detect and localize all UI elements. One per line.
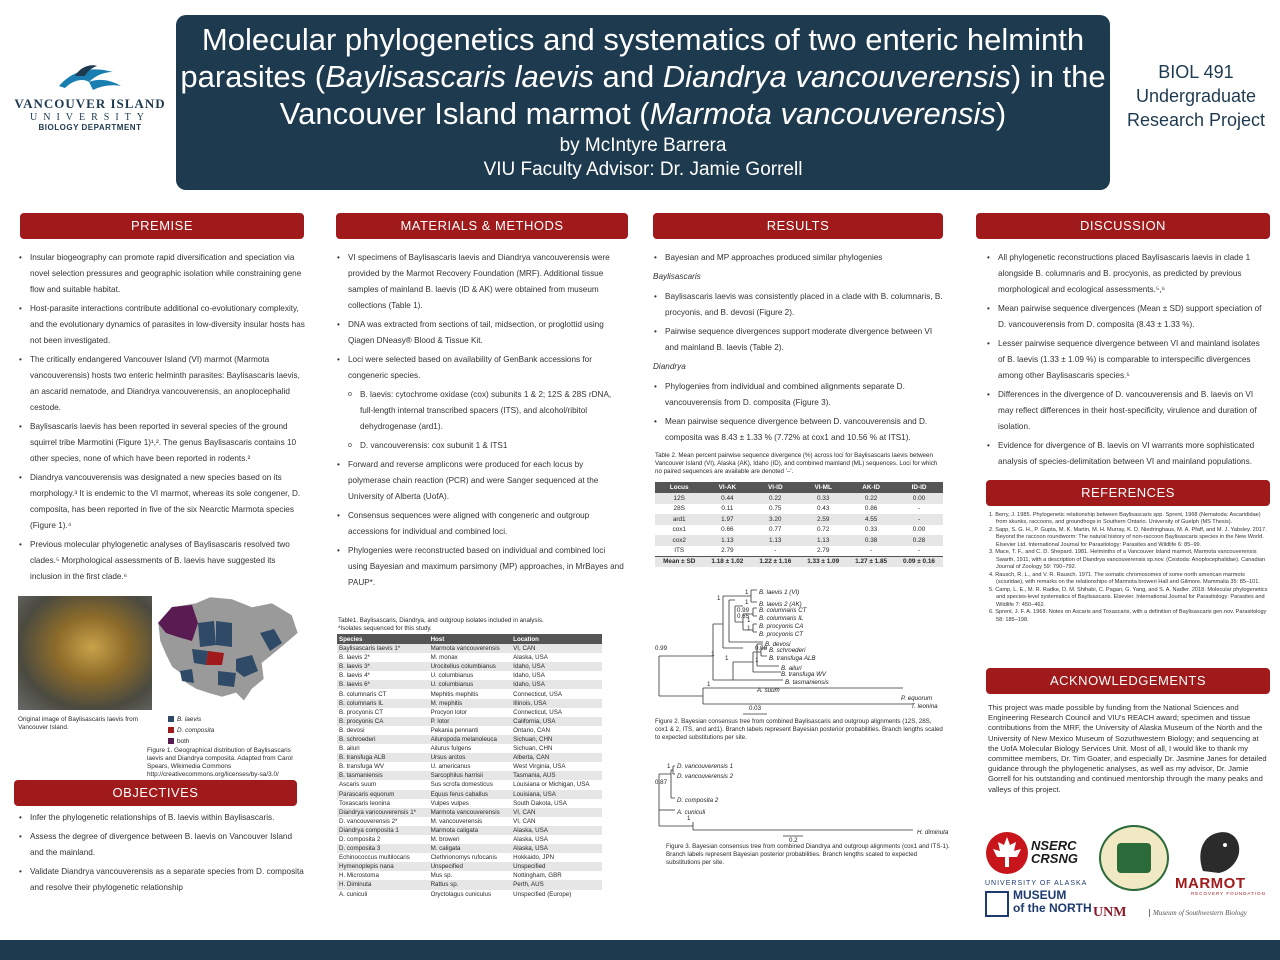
references-heading: REFERENCES [986, 480, 1270, 506]
list-item: • Diandrya vancouverensis was designated a new species based on its morphology.³ It is endemic to the VI marmot, whereas its sole congener, D. composita, has been reported in five of the six Nearctic Marmota species (Figure 1).⁴ [18, 470, 306, 534]
table-cell: - [917, 547, 921, 554]
discussion-text [986, 250, 1268, 473]
table-cell: 0.33 [799, 493, 847, 504]
list-item: • Differences in the divergence of D. vancouverensis and B. laevis on VI may reflect differences in their host-specificity, virulence and duration of isolation. [986, 387, 1268, 435]
objectives-heading: OBJECTIVES [14, 780, 297, 806]
table-cell: - [895, 514, 943, 525]
tree-tip-label: A. suum [757, 687, 780, 694]
support-value: 1 [745, 599, 749, 606]
title-line-2: parasites (Baylisascaris laevis and Diandrya vancouverensis) in the [180, 59, 1106, 94]
list-item: • Baylisascaris laevis has been reported in several species of the ground squirrel tribe Marmotini (Figure 1)¹,². The genus Baylisascaris contains 10 other species, none of which have been reported in rodents.² [18, 419, 306, 467]
table-cell: Diandrya vancouverensis 1* [337, 808, 429, 817]
table-cell: Urocitellus columbianus [429, 662, 512, 671]
support-value: 1 [711, 651, 715, 658]
legend-item-d-composita: D. composita [168, 725, 214, 736]
table-row [337, 799, 602, 808]
baylisascaris-photo [18, 596, 152, 710]
table-cell: Ailurus fulgens [430, 745, 472, 753]
support-value: 1 [687, 815, 691, 822]
table-cell: VI, CAN [511, 808, 602, 817]
table-row [337, 653, 602, 662]
author: by McIntyre Barrera [559, 135, 727, 156]
table-cell: Marmota vancouverensis [429, 644, 512, 653]
table-cell: 1.13 [799, 535, 847, 546]
table-cell: 1.22 ± 1.16 [751, 556, 799, 567]
support-value: 0.99 [737, 607, 750, 614]
table-cell: 1.97 [703, 514, 751, 525]
results-text [653, 250, 943, 449]
table-cell: Nottingham, GBR [513, 872, 562, 880]
table-row [655, 546, 943, 557]
table-cell: 0.77 [769, 526, 782, 534]
table-row [337, 835, 602, 844]
list-item: • Phylogenies were reconstructed based on individual and combined loci using Bayesian and maximum parsimony (MP) approaches, in MrBayes and PAUP*. [336, 543, 626, 591]
table-row [337, 844, 602, 853]
tree-tip-label: B. procyonis CA [759, 623, 804, 630]
list-item: • Consensus sequences were aligned with congeneric and outgroup accessions for individual and combined loci. [336, 508, 626, 540]
table-row [337, 817, 602, 826]
table-row [337, 689, 602, 698]
list-item: • Mean pairwise sequence divergences (Mean ± SD) support speciation of D. vancouverensis from D. composita (8.43 ± 1.33 %). [986, 301, 1268, 333]
table-cell: Mean ± SD [655, 556, 703, 567]
table-cell: Hymenoplepis nana [337, 862, 429, 871]
table-cell: 0.72 [816, 526, 830, 534]
table-row [337, 771, 602, 780]
table-cell: - [870, 547, 873, 554]
table2-caption: Table 2. Mean percent pairwise sequence divergence (%) across loci for Baylisascaris laevis between Vancouver Island (VI), Alaska (AK), Idaho (ID), and combined mainland (ML) sequences. Loci for which no paired sequences are available are denoted '–'. [655, 452, 938, 475]
premise-heading: PREMISE [20, 213, 304, 239]
table-cell: Sarcophilus harrisii [429, 771, 512, 780]
table-cell: 0.11 [721, 505, 734, 513]
university-of-alberta-seal-icon [1099, 825, 1169, 891]
table-cell: B. columnaris IL [337, 699, 429, 708]
table-cell: 0.44 [703, 493, 751, 504]
acknowledgements-text: This project was made possible by funding from the National Sciences and Engineering Research Council and VIU's REACH award; specimen and tissue contributions from the MRF, the University of Alaska Museum of the North and the University of New Mexico Museum of Sozuthwestern Biology; and sequencing at the UofA Molecular Biology Services Unit. Most of all, I would like to thank my committee members, Dr. Tim Goater, and especially Dr. Jasmine Janes for detailed guidance through the phylogenetic analyses, as well as my advisor, Dr. Jamie Gorrell for his outstanding and continued mentorship through the many peaks and valleys of this project. [988, 703, 1267, 794]
table-cell: Mus sp. [430, 872, 453, 880]
table-cell: Sus scrofa domesticus [430, 781, 493, 789]
list-item: • Previous molecular phylogenetic analyses of Baylisascaris resolved two clades.⁵ Morphological assessments of B. laevis have suggested its inclusion in the first clade.⁶ [18, 537, 306, 585]
tree-tip-label: D. vancouverensis 1 [677, 763, 734, 770]
table-cell: Ascaris suum [339, 781, 377, 789]
figure3-tree [653, 762, 953, 844]
premise-text [18, 250, 306, 588]
tree-tip-label: B. devosi [765, 641, 791, 648]
references-list [988, 512, 1270, 624]
table-row [337, 662, 602, 671]
list-item: • All phylogenetic reconstructions placed Baylisascaris laevis in clade 1 alongside B. columnaris and B. procyonis, as predicted by previous morphological and ecological assessments.⁵,⁶ [986, 250, 1268, 298]
reference-item: 6. Sprent, J. F. A. 1968. Notes on Ascaris and Toxascaris, with a definition of Baylisascaris gen.nov. Parasitology 58: 185–198. [989, 609, 1267, 623]
table-cell: Perth, AUS [511, 880, 602, 889]
table-row [655, 493, 943, 504]
table-cell: 1.18 ± 1.02 [703, 556, 751, 567]
scale-bar-label: 0.2 [789, 837, 798, 844]
table-cell: Hokkaido, JPN [513, 854, 555, 862]
table-header: Locus [655, 482, 703, 493]
table-cell: West Virginia, USA [513, 763, 566, 771]
table-row [337, 671, 602, 680]
table-cell: 0.22 [751, 493, 799, 504]
tree-tip-label: T. leonina [911, 703, 938, 710]
support-value: 1 [755, 657, 759, 664]
orca-wave-icon [55, 60, 125, 94]
title-banner [176, 15, 1110, 190]
table-row [337, 753, 602, 762]
table-cell: Toxascaris leonina [339, 799, 390, 807]
table1-caption: Table1. Baylisascaris, Diandrya, and outgroup isolates included in analysis. *Isolates sequenced for this study. [338, 617, 544, 632]
table-cell: California, USA [511, 717, 602, 726]
list-item: • Host-parasite interactions contribute additional co-evolutionary complexity, and the evolutionary dynamics of parasites in low-diversity insular hosts has not been investigated. [18, 301, 306, 349]
tree-tip-label: B. columnaris CT [759, 607, 807, 614]
table-cell: B. columnaris CT [339, 690, 387, 698]
table-cell: M. vancouverensis [430, 817, 483, 825]
table-row [337, 790, 602, 799]
table-cell: Idaho, USA [511, 680, 602, 689]
museum-of-the-north-text: MUSEUM of the NORTH [1013, 888, 1092, 915]
table-row [337, 744, 602, 753]
support-value: 0.99 [655, 645, 668, 652]
support-value: 1 [667, 763, 671, 770]
tree-tip-label: B. laevis 2 (AK) [759, 601, 802, 608]
list-item: • Forward and reverse amplicons were produced for each locus by polymerase chain reaction (PCR) and were Sanger sequenced at the University of Alberta (UofA). [336, 457, 626, 505]
support-value: 0.98 [755, 645, 768, 652]
table-cell: U. columbianus [429, 680, 512, 689]
photo-caption: Original image of Baylisascaris laevis from Vancouver Island. [18, 716, 139, 731]
marmot-subtitle: RECOVERY FOUNDATION [1191, 891, 1266, 896]
methods-text [336, 250, 626, 594]
table-cell: cox1 [672, 526, 686, 534]
tree-tip-label: B. transfuga WV [781, 671, 827, 678]
table-cell: Tasmania, AUS [511, 771, 602, 780]
table-cell: M. monax [430, 654, 458, 662]
table-cell: 0.43 [816, 505, 830, 513]
table-header: Host [429, 634, 512, 644]
course-label: BIOL 491 Undergraduate Research Project [1126, 62, 1266, 130]
tree-tip-label: P. equorum [901, 695, 933, 702]
table-cell: B. procyonis CT [339, 708, 384, 716]
tree-tip-label: B. transfuga ALB [769, 655, 816, 662]
reference-item: 1. Berry, J. 1985. Phylogenetic relationship between Baylisascaris spp. Sprent, 1968 (Nematoda: Ascarididae) from skunks, raccoons, and groundhogs in Southern Ontario. University of Guelph (MS Thesis). [989, 512, 1261, 526]
table-cell: 0.33 [864, 526, 878, 534]
table-cell: B. laevis 2* [339, 654, 370, 662]
table-cell: M. mephitis [429, 699, 512, 708]
list-item: • Pairwise sequence divergences support moderate divergence between VI and mainland B. laevis (Table 2). [653, 324, 943, 356]
table-cell: Unspecified (Europe) [513, 890, 572, 898]
table-cell: - [917, 505, 921, 513]
list-item: • DNA was extracted from sections of tail, midsection, or proglottid using Qiagen DNeasy® Blood & Tissue Kit. [336, 317, 626, 349]
table-cell: Equus ferus caballus [429, 790, 512, 799]
list-item: o B. laevis: cytochrome oxidase (cox) subunits 1 & 2; 12S & 28S rDNA, full-length internal transcribed spacers (ITS), and alcohol/ribitol dehydrogenase (ard1). [336, 387, 626, 435]
table-row [655, 556, 943, 567]
table-row [337, 762, 602, 771]
table-cell: Alaska, USA [513, 654, 548, 662]
table-cell: 0.00 [895, 493, 943, 504]
title-line-3: Vancouver Island marmot (Marmota vancouverensis) [279, 96, 1007, 131]
table-cell: B. schroederi [337, 735, 429, 744]
table-cell: Alberta, CAN [511, 753, 602, 762]
tree-tip-label: B. tasmaniensis [785, 679, 829, 686]
table-cell: B. tasmaniensis [337, 771, 429, 780]
list-item: • VI specimens of Baylisascaris laevis and Diandrya vancouverensis were provided by the Marmot Recovery Foundation (MRF). Additional tissue samples of mainland B. laevis (ID & AK) were obtained from museum collections (Table 1). [336, 250, 626, 314]
table-cell: Sichuan, CHN [511, 735, 602, 744]
table-cell: P. lotor [429, 717, 512, 726]
list-item: • Assess the degree of divergence between B. laevis on Vancouver Island and the mainland. [18, 829, 306, 861]
table-cell: 2.79 [816, 547, 830, 554]
scale-bar-label: 0.03 [749, 705, 762, 712]
table-header: Species [337, 634, 429, 644]
list-item: • Infer the phylogenetic relationships of B. laevis within Baylisascaris. [18, 810, 306, 826]
footer-bar [0, 940, 1280, 960]
table-cell: Marmota vancouverensis [429, 808, 512, 817]
list-item: • Baylisascaris laevis was consistently placed in a clade with B. columnaris, B. procyonis, and B. devosi (Figure 2). [653, 289, 943, 321]
figure2-caption: Figure 2. Bayesian consensus tree from combined Baylisascaris and outgroup alignments (12S, 28S, cox1 & 2, ITS, and ard1). Branch labels represent Bayesian posterior probabilities. Branch lengths scaled to expected substitutions per site. [655, 718, 943, 741]
tree-tip-label: B. schroederi [769, 647, 806, 654]
table-cell: M. broweri [430, 836, 460, 844]
table-row [655, 514, 943, 525]
acknowledgements-heading: ACKNOWLEDGEMENTS [986, 668, 1270, 694]
table-cell: South Dakota, USA [513, 799, 567, 807]
reference-item: 4. Rausch, R. L., and V. R. Rausch. 1971. The somatic chromosomes of some north american marmots (sciuridae), with remarks on the relationships of Marmota broweri Hall and Gilmore. Mammalia 35: 85–101. [989, 571, 1260, 586]
table-cell: 0.66 [721, 526, 734, 534]
msb-text: Museum of Southwestern Biology [1149, 909, 1247, 917]
table-cell: B. procyonis CA [337, 717, 429, 726]
table-cell: ard1 [655, 514, 703, 525]
support-value: 1 [745, 589, 749, 596]
support-value: 1 [707, 681, 711, 688]
table-cell: Unspecified [429, 862, 512, 871]
table-cell: Illinois, USA [511, 699, 602, 708]
table-cell: 0.00 [912, 526, 926, 534]
map-legend [168, 714, 214, 747]
figure2-tree [653, 586, 943, 720]
university-of-alaska-text: UNIVERSITY OF ALASKA [985, 880, 1088, 887]
table-cell: Ontario, CAN [513, 726, 550, 734]
tree-tip-label: B. laevis 1 (VI) [759, 589, 800, 596]
table-row [337, 644, 602, 653]
table-row [655, 535, 943, 546]
table-cell: Louisiana, USA [511, 790, 602, 799]
table-cell: Pekania pennanti [430, 726, 479, 734]
reference-item: 3. Mace, T. F., and C. D. Shepard. 1981. Helminths of a Vancouver Island marmot, Marmota vancouverensis Swarth, 1911, with a description of Diandrya vancouverensis sp.nov. (Cestoda: Anoplocephalidae). Canadian Journal of Zoology 59: 790–792. [989, 549, 1266, 571]
table-cell: B. ailuri [339, 745, 360, 753]
table-cell: D. composita 3 [337, 844, 429, 853]
table-row [337, 735, 602, 744]
table-cell: B. laevis 3* [337, 662, 429, 671]
table-cell: Louisiana or Michigan, USA [513, 781, 590, 789]
legend-item-both: both [168, 736, 214, 747]
marmot-icon [1183, 825, 1253, 875]
table-cell: Sichuan, CHN [513, 745, 553, 753]
table-row [337, 853, 602, 862]
support-value: 1 [725, 655, 729, 662]
figure1-caption: Figure 1. Geographical distribution of Baylisascaris laevis and Diandrya composita. Adapted from Carol Spears, Wikimedia Commons http://creativecommons.org/licenses/by-sa/3.0/ [147, 747, 293, 778]
methods-heading: MATERIALS & METHODS [336, 213, 628, 239]
support-value: 1 [747, 617, 751, 624]
table-cell: cox2 [655, 535, 703, 546]
table-cell: Alaska, USA [511, 826, 602, 835]
table-cell: 0.22 [847, 493, 895, 504]
title-line-1: Molecular phylogenetics and systematics of two enteric helminth [201, 22, 1085, 57]
table-cell: U. americanus [430, 763, 471, 771]
legend-item-b-laevis: B. laevis [168, 714, 214, 725]
table-cell: 12S [655, 493, 703, 504]
logo-university: UNIVERSITY [30, 112, 150, 123]
table-cell: Clethrionomys rufocanis [430, 854, 497, 862]
table-cell: Marmota caligata [429, 826, 512, 835]
table-cell: Diandrya composita 1 [337, 826, 429, 835]
table-row [337, 717, 602, 726]
table-cell: 2.79 [721, 547, 734, 554]
table-cell: 0.86 [864, 505, 878, 513]
table-cell: H. Microstoma [339, 872, 379, 880]
unm-logo: UNM [1093, 905, 1127, 920]
nserc-text: NSERC CRSNG [1031, 838, 1078, 866]
table-header: VI-ID [751, 482, 799, 493]
table-cell: 4.55 [847, 514, 895, 525]
table1 [337, 634, 602, 899]
viu-logo [10, 60, 170, 132]
table-cell: Parascaris equorum [337, 790, 429, 799]
table-cell: Connecticut, USA [513, 708, 563, 716]
list-item: • Loci were selected based on availability of GenBank accessions for congeneric species. [336, 352, 626, 384]
table-cell: M. caligata [429, 844, 512, 853]
table-cell: 1.33 ± 1.09 [799, 556, 847, 567]
table-cell: A. cuniculi [339, 890, 368, 898]
label-baylisascaris: Baylisascaris [653, 272, 701, 281]
table-header: VI-AK [703, 482, 751, 493]
table-row [337, 780, 602, 789]
table-header: AK-ID [847, 482, 895, 493]
table-cell: 3.20 [751, 514, 799, 525]
table-cell: VI, CAN [511, 644, 602, 653]
table-cell: Oryctolagus cuniculus [430, 890, 492, 898]
table-header: VI-ML [799, 482, 847, 493]
table-cell: Idaho, USA [511, 662, 602, 671]
table-cell: ITS [674, 547, 685, 554]
table-cell: 1.27 ± 1.85 [847, 556, 895, 567]
reference-item: 2. Sapp, S. G. H., P. Gupta, M. K. Martin, M. H. Murray, K. D. Niedringhaus, M. A. Pfaff, and M. J. Yabsley. 2017. Beyond the raccoon roundworm: The natural history of non-raccoon Baylisascaris species in the New World. Elsevier Ltd. International Journal for Parasitology: Parasites and Wildlife 6: 85–99. [989, 527, 1267, 548]
table-header: Location [511, 634, 602, 644]
table-cell: Alaska, USA [513, 836, 548, 844]
results-heading: RESULTS [653, 213, 943, 239]
tree-tip-label: B. ailuri [781, 665, 802, 672]
table-cell: Connecticut, USA [513, 690, 563, 698]
table-cell: Ailuropoda melanoleuca [429, 735, 512, 744]
table-row [337, 871, 602, 880]
list-item: • Validate Diandrya vancouverensis as a separate species from D. composita and resolve their phylogenetic relationship [18, 864, 306, 896]
table-cell: B. laevis 6* [337, 680, 429, 689]
table-cell: 0.38 [847, 535, 895, 546]
table-cell: 0.28 [895, 535, 943, 546]
table-cell: Ursus arctos [429, 753, 512, 762]
table-cell: U. columbianus [430, 672, 474, 680]
table-cell: D. composita 2 [339, 836, 381, 844]
support-value: 0.87 [655, 779, 668, 786]
distribution-map [152, 593, 302, 711]
table-cell: VI, CAN [513, 817, 536, 825]
table-cell: Rattus sp. [429, 880, 512, 889]
table-cell: 1.13 [751, 535, 799, 546]
table-row [337, 890, 602, 899]
advisor: VIU Faculty Advisor: Dr. Jamie Gorrell [483, 159, 803, 180]
table-cell: Alaska, USA [511, 844, 602, 853]
table-row [337, 862, 602, 871]
table-cell: Mephitis mephitis [430, 690, 479, 698]
logo-department: BIOLOGY DEPARTMENT [38, 123, 142, 132]
tree-tip-label: D. vancouverensis 2 [677, 773, 734, 780]
table-cell: Baylisascaris laevis 1* [337, 644, 429, 653]
objectives-text [18, 810, 306, 899]
table-row [337, 699, 602, 708]
table-cell: D. vancouverensis 2* [339, 817, 398, 825]
table-cell: Vulpes vulpes [430, 799, 469, 807]
discussion-heading: DISCUSSION [976, 213, 1270, 239]
list-item: o D. vancouverensis: cox subunit 1 & ITS1 [336, 438, 626, 454]
museum-of-the-north-icon [985, 891, 1009, 917]
label-diandrya: Diandrya [653, 362, 686, 371]
table-row [337, 808, 602, 817]
table-cell: Unspecified [511, 862, 602, 871]
tree-tip-label: D. composita 2 [677, 797, 719, 804]
table-row [337, 880, 602, 889]
table-cell: Echinococcus multilocaris [339, 854, 410, 862]
table-cell: B. transfuga WV [339, 763, 385, 771]
tree-tip-label: B. columnaris IL [759, 615, 804, 622]
table-cell: 0.75 [769, 505, 782, 513]
tree-tip-label: A. cuniculi [677, 809, 706, 816]
support-value: 1 [717, 595, 721, 602]
table-cell: - [774, 547, 777, 554]
table-row [655, 525, 943, 536]
list-item: • Evidence for divergence of B. laevis on VI warrants more sophisticated analysis of species-delimitation between VI and mainland populations. [986, 438, 1268, 470]
list-item: • Mean pairwise sequence divergence between D. vancouverensis and D. composita was 8.43 ± 1.33 % (7.72% at cox1 and 10.56 % at ITS1). [653, 414, 943, 446]
table-cell: 0.09 ± 0.16 [895, 556, 943, 567]
table-cell: 2.59 [799, 514, 847, 525]
reference-item: 5. Camp, L. E., M. R. Radke, D. M. Shihabi, C. Pagan, G. Yang, and S. A. Nadler. 2018. Molecular phylogenetics and species-level systematics of Baylisascaris. Elsevier. International Journal for Parasitology: Parasites and Wildlife 7: 450–462. [989, 586, 1268, 608]
results-intro: • Bayesian and MP approaches produced similar phylogenies [653, 250, 943, 266]
list-item: • The critically endangered Vancouver Island (VI) marmot (Marmota vancouverensis) hosts two enteric helminth parasites: Baylisascaris laevis, an ascarid nematode, and Diandrya vancouverensis, an anoplocephalid cestode. [18, 352, 306, 416]
table-row [337, 708, 602, 717]
figure3-caption: Figure 3. Bayesian consensus tree from combined Diandrya and outgroup alignments (cox1 and ITS-1). Branch labels represent Bayesian posterior probabilities. Branch lengths scaled to expected substitutions per site. [666, 843, 950, 866]
table-cell: 28S [673, 505, 685, 513]
list-item: • Phylogenies from individual and combined alignments separate D. vancouverensis from D. composita (Figure 3). [653, 379, 943, 411]
table-header: ID-ID [895, 482, 943, 493]
nserc-leaf-icon [985, 831, 1029, 875]
table-cell: Idaho, USA [513, 672, 545, 680]
tree-tip-label: H. diminuta [917, 829, 949, 836]
list-item: • Lesser pairwise sequence divergence between VI and mainland isolates of B. laevis (1.33 ± 1.09 %) is comparable to interspecific divergences among other Baylisascaris species.⁵ [986, 336, 1268, 384]
marmot-wordmark: MARMOT [1175, 875, 1246, 892]
table-cell: B. laevis 4* [339, 672, 370, 680]
sponsor-logos [983, 825, 1273, 933]
table-cell: 1.13 [703, 535, 751, 546]
table2 [655, 482, 943, 567]
table-row [337, 680, 602, 689]
tree-tip-label: B. procyonis CT [759, 631, 804, 638]
support-value: 0.65 [737, 613, 750, 620]
table-row [337, 826, 602, 835]
support-value: 1 [747, 625, 751, 632]
table-cell: H. Diminuta [337, 880, 429, 889]
list-item: • Insular biogeography can promote rapid diversification and speciation via novel selection pressures and geographic isolation while constraining gene flow and suitable habitat. [18, 250, 306, 298]
logo-name: VANCOUVER ISLAND [14, 96, 166, 111]
table-cell: B. devosi [339, 726, 365, 734]
table-cell: B. transfuga ALB [337, 753, 429, 762]
table-cell: Procyon lotor [430, 708, 468, 716]
table-row [655, 504, 943, 515]
table-row [337, 726, 602, 735]
